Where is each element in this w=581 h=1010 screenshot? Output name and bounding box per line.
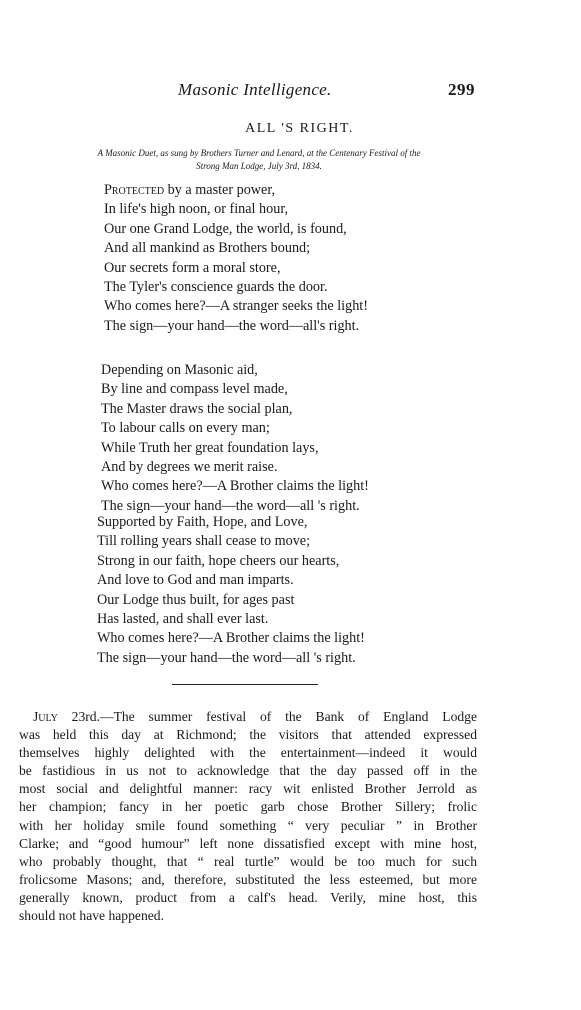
article-line: themselves highly delighted with the entertainment—indeed it would (19, 745, 477, 761)
poem-line: The Master draws the social plan, (101, 400, 293, 417)
article-line: Clarke; and “good humour” left none dissatisfied except with mine host, (19, 835, 477, 851)
poem-line: The sign—your hand—the word—all's right. (104, 317, 360, 334)
article-line: most social and delightful manner: racy wit enlisted Brother Jerrold as (19, 781, 477, 797)
poem-line: And love to God and man imparts. (97, 572, 294, 589)
article-line: should not have happened. (19, 908, 164, 924)
poem-subtitle (24, 147, 494, 173)
poem-line: Who comes here?—A Brother claims the light! (97, 630, 365, 647)
poem-line: By line and compass level made, (101, 381, 288, 398)
article-line: was held this day at Richmond; the visitors that attended expressed (19, 727, 477, 743)
article-line: frolicsome Masons; and, therefore, substituted the less esteemed, but more (19, 871, 477, 887)
article-paragraph (19, 708, 477, 925)
poem-line: Depending on Masonic aid, (101, 362, 258, 378)
poem-line: Supported by Faith, Hope, and Love, (97, 514, 308, 530)
poem-title: ALL 'S RIGHT. (245, 121, 354, 136)
section-divider (172, 684, 318, 685)
poem-line: Who comes here?—A stranger seeks the light! (104, 298, 368, 315)
poem-line: Our secrets form a moral store, (104, 259, 281, 276)
poem-stanza-1 (104, 181, 484, 336)
poem-line: And all mankind as Brothers bound; (104, 240, 311, 257)
article-line: who probably thought, that “ real turtle” would be too much for such (19, 853, 477, 869)
running-title: Masonic Intelligence. (178, 80, 332, 99)
drop-word: July (33, 709, 58, 724)
page-number: 299 (448, 80, 475, 99)
poem-line: In life's high noon, or final hour, (104, 201, 289, 218)
poem-line: Has lasted, and shall ever last. (97, 611, 269, 628)
poem-line (104, 181, 484, 200)
poem-line: The sign—your hand—the word—all 's right. (97, 649, 356, 666)
article-line: her champion; fancy in her poetic garb chose Brother Sillery; frolic (19, 799, 477, 815)
poem-line: Till rolling years shall cease to move; (97, 533, 311, 550)
poem-line: While Truth her great foundation lays, (101, 439, 319, 456)
subtitle-line: A Masonic Duet, as sung by Brothers Turner and Lenard, at the Centenary Festival of the (97, 148, 421, 158)
poem-line: Our Lodge thus built, for ages past (97, 591, 295, 608)
poem-line: And by degrees we merit raise. (101, 459, 278, 476)
article-line-text: 23rd.—The summer festival of the Bank of England Lodge (57, 709, 477, 724)
subtitle-line: Strong Man Lodge, July 3rd, 1834. (196, 161, 322, 171)
poem-line: Who comes here?—A Brother claims the light! (101, 478, 369, 495)
poem-stanza-3 (97, 513, 477, 668)
poem-line: The sign—your hand—the word—all 's right. (101, 497, 360, 514)
poem-line: The Tyler's conscience guards the door. (104, 279, 328, 296)
poem-stanza-2 (101, 361, 481, 516)
poem-line-text: by a master power, (164, 182, 276, 198)
poem-line: Strong in our faith, hope cheers our hearts, (97, 552, 340, 569)
article-line (19, 708, 477, 726)
article-line: be fastidious in us not to acknowledge that the day passed off in the (19, 763, 477, 779)
article-line: with her holiday smile found something “ very peculiar ” in Brother (19, 817, 477, 833)
poem-line: To labour calls on every man; (101, 420, 270, 437)
poem-line: Our one Grand Lodge, the world, is found, (104, 220, 347, 237)
running-head (0, 80, 581, 104)
article-line: generally known, product from a calf's head. Verily, mine host, this (19, 889, 477, 905)
drop-word: Protected (104, 182, 165, 198)
